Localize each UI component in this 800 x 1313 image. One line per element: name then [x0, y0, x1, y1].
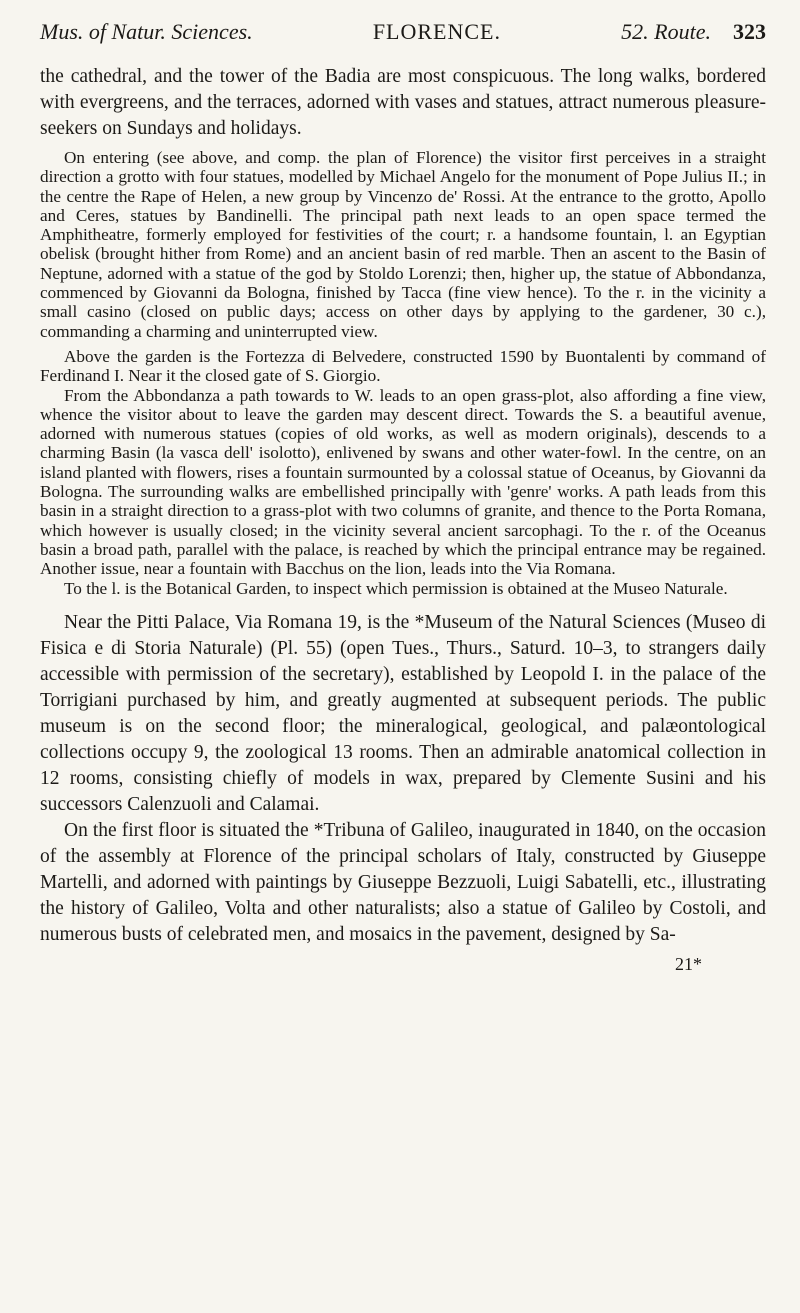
paragraph-fortezza: Above the garden is the Fortezza di Belvedere, constructed 1590 by Buontalenti by command of Ferdinand I. Near it the closed gate of S. Giorgio. [40, 346, 766, 386]
running-head [40, 18, 766, 46]
paragraph-grotto-and-paths: On entering (see above, and comp. the plan of Florence) the visitor first perceives in a straight direction a grotto with four statues, modelled by Michael Angelo for the monument of Pope Julius II.; in the centre the Rape of Helen, a new group by Vincenzo de' Rossi. At the entrance to the grotto, Apollo and Ceres, statues by Bandinelli. The principal path next leads to an open space termed the Amphitheatre, formerly employed for festivities of the court; r. a handsome fountain, l. an Egyptian obelisk (brought hither from Rome) and an ancient basin of red marble. Then an ascent to the Basin of Neptune, adorned with a statue of the god by Stoldo Lorenzi; then, higher up, the statue of Abbondanza, commenced by Giovanni da Bologna, finished by Tacca (fine view hence). To the r. in the vicinity a small casino (closed on public days; access on other days by applying to the gardener, 30 c.), commanding a charming and uninterrupted view. [40, 148, 766, 341]
running-head-route: 52. Route. [621, 19, 711, 44]
paragraph-garden-walks: the cathedral, and the tower of the Badia are most conspicuous. The long walks, bordered with evergreens, and the terraces, adorned with vases and statues, attract numerous pleasure-seekers on Sundays and holidays. [40, 66, 766, 139]
running-head-right [621, 18, 766, 46]
signature-mark: 21* [675, 953, 702, 974]
running-head-section: Mus. of Natur. Sciences. [40, 19, 253, 44]
paragraph-tribuna-galileo: On the first floor is situated the *Tribuna of Galileo, inaugurated in 1840, on the occasion of the assembly at Florence of the principal scholars of Italy, constructed by Giuseppe Martelli, and adorned with paintings by Giuseppe Bezzuoli, Luigi Sabatelli, etc., illustrating the history of Galileo, Volta and other naturalists; also a statue of Galileo by Costoli, and numerous busts of celebrated men, and mosaics in the pavement, designed by Sa- [40, 819, 766, 945]
paragraph-botanical-garden: To the l. is the Botanical Garden, to inspect which permission is obtained at the Museo Naturale. [64, 578, 728, 598]
running-head-city: FLORENCE. [372, 19, 501, 44]
page-number: 323 [732, 19, 766, 44]
paragraph-museum-natural-sciences: Near the Pitti Palace, Via Romana 19, is the *Museum of the Natural Sciences (Museo di Fisica e di Storia Naturale) (Pl. 55) (open Tues., Thurs., Saturd. 10–3, to strangers daily accessible with permission of the secretary), established by Leopold I. in the palace of the Torrigiani purchased by him, and greatly augmented at subsequent periods. The public museum is on the second floor; the mineralogical, geological, and palæontological collections occupy 9, the zoological 13 rooms. Then an admirable anatomical collection in 12 rooms, consisting chiefly of models in wax, prepared by Clemente Susini and his successors Calenzuoli and Calamai. [40, 611, 766, 815]
paragraph-abbondanza-avenue: From the Abbondanza a path towards to W. leads to an open grass-plot, also affording a fine view, whence the visitor about to leave the garden may descent direct. Towards the S. a beautiful avenue, adorned with numerous statues (copies of old works, as well as modern originals), descends to a charming Basin (la vasca dell' isolotto), enlivened by swans and other water-fowl. In the centre, on an island planted with flowers, rises a fountain surmounted by a colossal statue of Oceanus, by Giovanni da Bologna. The surrounding walks are embellished principally with 'genre' works. A path leads from this basin in a straight direction to a grass-plot with two columns of granite, and thence to the Porta Romana, which however is usually closed; in the vicinity several ancient sarcophagi. To the r. of the Oceanus basin a broad path, parallel with the palace, is reached by which the principal entrance may be regained. Another issue, near a fountain with Bacchus on the lion, leads into the Via Romana. [40, 385, 766, 579]
